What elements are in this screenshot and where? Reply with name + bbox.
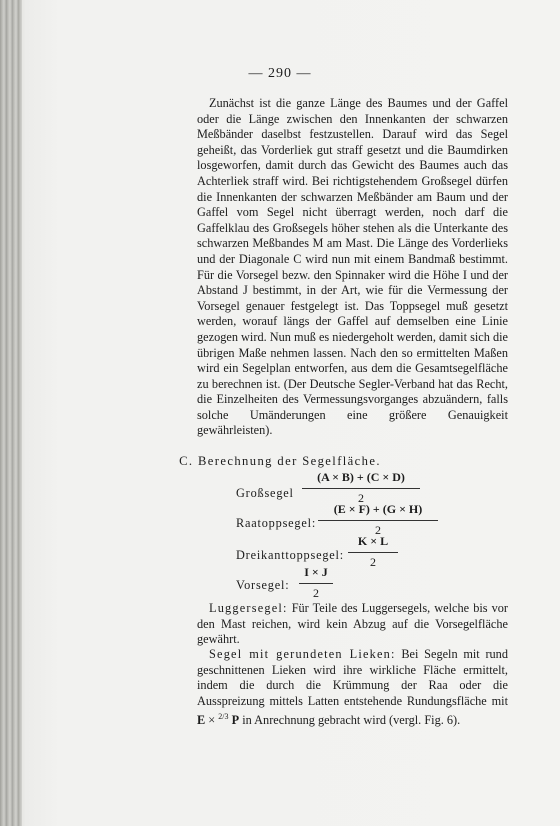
gerundete-text-block (197, 647, 508, 729)
formula-label-dreikanttoppsegel: Dreikanttoppsegel: (236, 548, 344, 562)
gerundete-formula-times: × (208, 713, 216, 728)
luggersegel-text: Für Teile des Luggersegels, welche bis vor den Mast reichen, wird kein Abzug auf die Vorsegelfläche gewährt. (197, 601, 509, 647)
luggersegel-text-block (197, 601, 508, 648)
gerundete-text-before: Bei Segeln mit rund geschnittenen Lieken wird ihre wirkliche Fläche ermittelt, indem die durch die Krümmung der Raa oder die Ausspreizung mittels Latten entstehende Rundungsfläche mit (197, 647, 508, 708)
formula-label-grosssegel: Großsegel (236, 486, 294, 500)
luggersegel-lead: Luggersegel: (209, 601, 288, 615)
section-heading-text: C. Berechnung der Segelfläche. (179, 454, 381, 468)
formula-label-vorsegel: Vorsegel: (236, 578, 290, 592)
formula-numerator-grosssegel: (A × B) + (C × D) (317, 470, 405, 484)
gerundete-lieken-paragraph (197, 647, 508, 729)
formula-denominator-raatoppsegel: 2 (375, 523, 381, 537)
gerundete-formula-p: P (231, 713, 240, 728)
fraction-bar (302, 488, 420, 489)
formula-fraction-dreikanttoppsegel (348, 534, 398, 570)
fraction-bar (348, 552, 398, 553)
fraction-bar (299, 583, 333, 584)
gerundete-formula-fraction: 2/3 (218, 712, 229, 722)
main-paragraph-text: Zunächst ist die ganze Länge des Baumes und der Gaffel oder die Länge zwischen den Innenkanten der schwarzen Meßbänder daselbst festzustellen. Darauf wird das Segel geheißt, das Vorderliek gut straff gesetzt und die Baumdirken losgeworfen, damit durch das Gewicht des Baumes auch das Achterliek straff wird. Bei richtigstehendem Großsegel dürfen die Innenkanten der schwarzen Meßbänder am Baum und der Gaffel vom Segel nicht überragt werden, noch darf die Gaffelklau des Großsegels höher stehen als die Unterkante des schwarzen Meßbandes M am Mast. Die Länge des Vorderlieks und der Diagonale C wird nun mit einem Bandmaß bestimmt. Für die Vorsegel bezw. den Spinnaker wird die Höhe I und der Abstand J bestimmt, in der Art, wie für die Vermessung der Vorsegel genauer festgelegt ist. Das Toppsegel muß gesetzt werden, worauf längs der Gaffel auf demselben eine Linie gezogen wird. Nun muß es niedergeholt werden, damit sich die übrigen Maße nehmen lassen. Nach den so ermittelten Maßen wird ein Segelplan entworfen, aus dem die Gesamtsegelfläche zu berechnen ist. (Der Deutsche Segler-Verband hat das Recht, die Einzelheiten des Vermessungsvorganges abzuändern, falls solche Umänderungen eine größere Genauigkeit gewährleisten). (197, 96, 508, 438)
formula-numerator-raatoppsegel: (E × F) + (G × H) (333, 502, 423, 516)
fraction-bar (318, 520, 438, 521)
formula-numerator-vorsegel: I × J (304, 565, 328, 579)
section-heading (0, 454, 560, 469)
page-number: — 290 — (248, 66, 312, 81)
luggersegel-paragraph (197, 601, 508, 648)
formula-denominator-dreikanttoppsegel: 2 (370, 555, 376, 569)
gerundete-formula-e: E (197, 713, 206, 728)
formula-fraction-grosssegel (302, 470, 420, 506)
formula-denominator-grosssegel: 2 (358, 491, 364, 505)
formula-fraction-vorsegel (299, 565, 333, 601)
gerundete-lead: Segel mit gerundeten Lieken: (209, 647, 396, 661)
formula-denominator-vorsegel: 2 (313, 586, 319, 600)
book-binding-edge (0, 0, 22, 826)
gerundete-text-after: in Anrechnung gebracht wird (vergl. Fig. 6). (242, 713, 461, 728)
formula-label-raatoppsegel: Raatoppsegel: (236, 516, 317, 530)
main-paragraph (197, 96, 508, 439)
formula-fraction-raatoppsegel (318, 502, 438, 538)
formula-numerator-dreikanttoppsegel: K × L (357, 534, 389, 548)
